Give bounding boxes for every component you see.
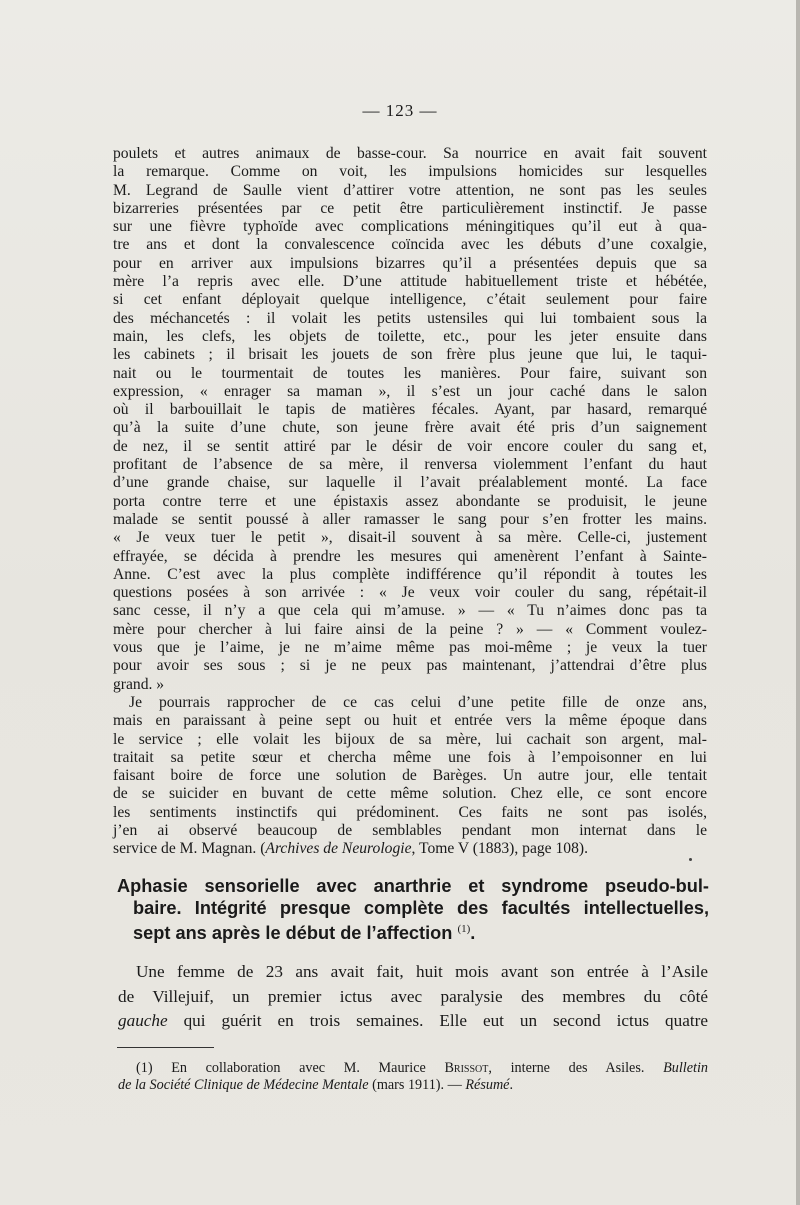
body-line: questions posées à son arrivée : « Je veux voir couler du sang, répétait-il (113, 584, 707, 602)
section-body-line-3-rest: qui guérit en trois semaines. Elle eut un second ictus quatre (167, 1011, 708, 1030)
body-line: pour avoir ses sous ; si je ne peux pas maintenant, j’attendrai d’être plus (113, 657, 707, 675)
body-line: où il barbouillait le tapis de matières fécales. Ayant, par hasard, remarqué (113, 401, 707, 419)
body-line: le service ; elle volait les bijoux de sa mère, lui cachait son argent, mal- (113, 730, 707, 748)
page-number: — 123 — (362, 101, 438, 120)
footnote-line-1-text: (1) En collaboration avec M. Maurice (136, 1060, 445, 1076)
footnote-journal-start: Bulletin (663, 1060, 708, 1076)
body-line: expression, « enrager sa maman », il s’est un jour caché dans le salon (113, 382, 707, 400)
body-line: tre ans et dont la convalescence coïncida avec les débuts d’une coxalgie, (113, 236, 707, 254)
body-line: les sentiments instinctifs qui prédominent. Ces faits ne sont pas isolés, (113, 803, 707, 821)
body-line: M. Legrand de Saulle vient d’attirer votre attention, ne sont pas les seules (113, 181, 707, 199)
body-line: des méchancetés : il volait les petits ustensiles qui lui tombaient sous la (113, 309, 707, 327)
body-line: porta contre terre et une épistaxis assez abondante se produisit, le jeune (113, 492, 707, 510)
footnote-line-1 (118, 1060, 708, 1077)
body-line: profitant de l’absence de sa mère, il renversa violemment l’enfant du haut (113, 456, 707, 474)
citation-prefix: service de M. Magnan. ( (113, 840, 266, 858)
body-line: j’en ai observé beaucoup de semblables pendant mon internat dans le (113, 821, 707, 839)
section-title (117, 876, 709, 945)
body-line: la remarque. Comme on voit, les impulsions homicides sur lesquelles (113, 163, 707, 181)
body-line: malade se sentit poussé à aller ramasser le sang pour s’en frotter les mains. (113, 510, 707, 528)
footnote-line-2-end: . (509, 1077, 514, 1093)
body-line: main, les clefs, les objets de toilette, etc., pour les jeter ensuite dans (113, 327, 707, 345)
body-line: sur une fièvre typhoïde avec complications méningitiques qu’il eut à qua- (113, 218, 707, 236)
body-line: les cabinets ; il brisait les jouets de son frère plus jeune que lui, le taqui- (113, 346, 707, 364)
body-line: Anne. C’est avec la plus complète indifférence qu’il répondit à toutes les (113, 565, 707, 583)
body-line: mère l’a repris avec elle. D’une attitude habituellement triste et hébétée, (113, 273, 707, 291)
footnote-line-1-mid: , interne des Asiles. (488, 1060, 664, 1076)
body-line: qu’à la suite d’une chute, son jeune frère avait été pris d’un saignement (113, 419, 707, 437)
footnote-author: Brissot (444, 1060, 489, 1076)
section-body-line-1: Une femme de 23 ans avait fait, huit mois avant son entrée à l’Asile (136, 962, 708, 981)
page-edge-shadow (796, 0, 800, 1205)
footnote-line-2 (118, 1077, 708, 1094)
body-line: sanc cesse, il n’y a que cela qui m’amuse. » — « Tu n’aimes donc pas ta (113, 602, 707, 620)
body-line: mère pour chercher à lui faire ainsi de la peine ? » — « Comment voulez- (113, 620, 707, 638)
body-line: effrayée, se décida à prendre les mesures qui amenèrent l’enfant à Sainte- (113, 547, 707, 565)
body-line: traitait sa petite sœur et chercha même une fois à l’empoisonner en lui (113, 748, 707, 766)
body-line: si cet enfant déployait quelque intelligence, c’était seulement pour faire (113, 291, 707, 309)
section-body-line-3 (118, 1009, 708, 1034)
body-line: d’une grande chaise, sur laquelle il l’avait préalablement monté. La face (113, 474, 707, 492)
section-body-text (118, 960, 708, 1034)
body-line: poulets et autres animaux de basse-cour. Sa nourrice en avait fait souvent (113, 145, 707, 162)
section-body-line-2: de Villejuif, un premier ictus avec paralysie des membres du côté (118, 986, 708, 1006)
body-line: de se suicider en buvant de cette même solution. Chez elle, ce sont encore (113, 785, 707, 803)
body-line: bizarreries présentées par ce petit être particulièrement instinctif. Je passe (113, 199, 707, 217)
body-line: pour en arriver aux impulsions bizarres qu’il a présentées depuis que sa (113, 254, 707, 272)
section-title-line-3-text: sept ans après le début de l’affection (133, 923, 453, 944)
body-line: mais en paraissant à peine sept ou huit et entrée vers la même époque dans (113, 712, 707, 730)
body-line: grand. » (113, 675, 165, 693)
body-line: de nez, il se sentit attiré par le désir de voir encore couler du sang et, (113, 437, 707, 455)
section-title-line-3 (117, 919, 709, 945)
section-title-line-2: baire. Intégrité presque complète des facultés intellectuelles, (133, 897, 709, 918)
citation-journal: Archives de Neurologie (265, 840, 412, 858)
footnote-line-2-mid: (mars 1911). — (368, 1077, 466, 1093)
footnote-divider (117, 1047, 214, 1048)
footnote-journal-name: de la Société Clinique de Médecine Mentale (118, 1077, 369, 1093)
section-body-italic-word: gauche (118, 1011, 168, 1030)
body-line: vous que je l’aime, je ne m’aime même pas moi-même ; je veux la tuer (113, 639, 707, 657)
citation-suffix: , Tome V (1883), page 108). (411, 840, 588, 858)
body-line: faisant boire de force une solution de Barèges. Un autre jour, elle tentait (113, 767, 707, 785)
body-line: « Je veux tuer le petit », disait-il souvent à sa mère. Celle-ci, justement (113, 529, 707, 547)
ink-speck (689, 858, 692, 861)
footnote (118, 1060, 708, 1094)
section-title-end: . (470, 923, 476, 944)
body-line: nait ou le tourmentait de toutes les manières. Pour faire, suivant son (113, 364, 707, 382)
footnote-reference: (1) (457, 923, 471, 936)
body-line: Je pourrais rapprocher de ce cas celui d’une petite fille de onze ans, (129, 693, 707, 711)
body-line-citation (113, 840, 707, 858)
case-report-text (113, 145, 707, 859)
footnote-resume: Résumé (465, 1077, 510, 1093)
section-title-line-1: Aphasie sensorielle avec anarthrie et syndrome pseudo-bul- (117, 876, 709, 896)
